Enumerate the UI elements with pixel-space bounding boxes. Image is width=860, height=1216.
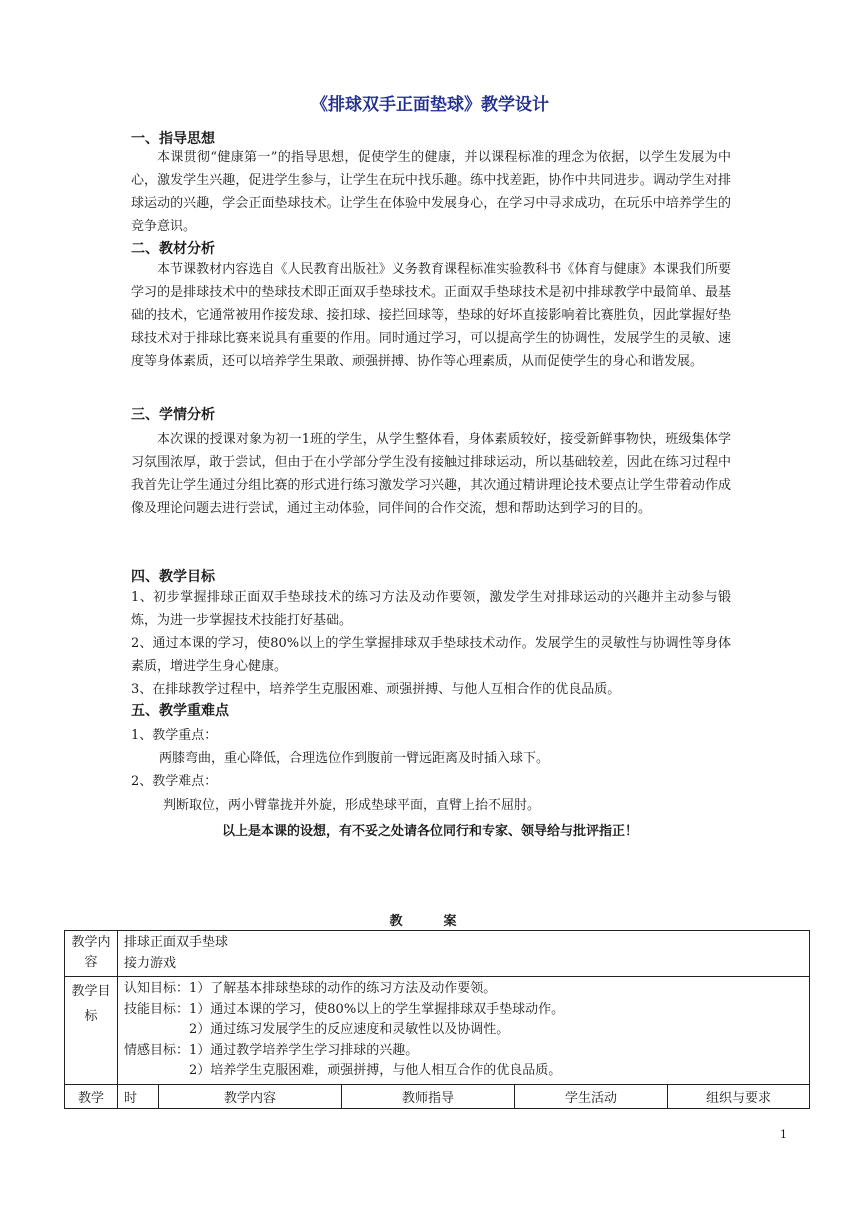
- lesson-plan-content-row: [65, 931, 810, 977]
- keypoint-focus-text: 两膝弯曲，重心降低，合理选位作到腹前一臂远距离及时插入球下。: [159, 751, 550, 766]
- section-body-student-analysis: 本次课的授课对象为初一1班的学生，从学生整体看，身体素质较好，接受新鲜事物快，班级集体学习氛围浓厚，敢于尝试，但由于在小学部分学生没有接触过排球运动，所以基础较差，因此在练习过程中我首先让学生通过分组比赛的形式进行练习激发学习兴趣，其次通过精讲理论技术要点让学生带着动作成像及理论问题去进行尝试，通过主动体验，同伴间的合作交流，想和帮助达到学习的目的。: [131, 432, 731, 516]
- section-body-material-analysis: 本节课教材内容选自《人民教育出版社》义务教育课程标准实验教科书《体育与健康》本课我们所要学习的是排球技术中的垫球技术即正面双手垫球技术。正面双手垫球技术是初中排球教学中最简单、最基础的技术，它通常被用作接发球、接扣球、接拦回球等，垫球的好坏直接影响着比赛胜负，因此掌握好垫球技术对于排球比赛来说具有重要的作用。同时通过学习，可以提高学生的协调性，发展学生的灵敏、速度等身体素质，还可以培养学生果敢、顽强拼搏、协作等心理素质，从而促使学生的身心和谐发展。: [131, 262, 731, 369]
- section-heading-guiding-idea: 一、指导思想: [131, 131, 215, 147]
- content-cell: [118, 931, 810, 977]
- header-cell-teacher-guidance: 教师指导: [342, 1084, 515, 1108]
- document-title: 《排球双手正面垫球》教学设计: [311, 95, 549, 115]
- header-cell-content: 教学内容: [159, 1084, 342, 1108]
- lesson-plan-header-row: [65, 1084, 810, 1108]
- section-heading-objectives: 四、教学目标: [131, 569, 215, 585]
- content-label-cell: [65, 931, 118, 977]
- lesson-plan-goal-row: [65, 977, 810, 1085]
- header-cell-teaching: 教学: [65, 1084, 118, 1108]
- section-heading-student-analysis: 三、学情分析: [131, 407, 215, 423]
- keypoint-difficulty-text: 判断取位，两小臂靠拢并外旋，形成垫球平面，直臂上抬不屈肘。: [163, 798, 541, 813]
- objective-item-3: 3、在排球教学过程中，培养学生克服困难、顽强拼搏、与他人互相合作的优良品质。: [131, 682, 621, 697]
- lesson-plan-table: [64, 930, 810, 1109]
- closing-remark: 以上是本课的设想，有不妥之处请各位同行和专家、领导给与批评指正！: [221, 824, 638, 839]
- content-label: 教学内容: [71, 935, 111, 970]
- content-line-2: 接力游戏: [124, 955, 177, 971]
- goal-line-4: 情感目标：1）通过教学培养学生学习排球的兴趣。: [124, 1042, 419, 1058]
- goal-line-1: 认知目标：1）了解基本排球垫球的动作的练习方法及动作要领。: [124, 981, 497, 996]
- goal-line-2: 技能目标：1）通过本课的学习，使80%以上的学生掌握排球双手垫球动作。: [124, 1001, 565, 1017]
- lesson-plan-title: 教 案: [389, 914, 471, 929]
- goal-label-cell: [65, 977, 118, 1085]
- goal-label: 教学目标: [71, 984, 111, 1024]
- section-heading-material-analysis: 二、教材分析: [131, 241, 215, 257]
- keypoint-focus-label: 1、教学重点：: [131, 728, 218, 743]
- content-line-1: 排球正面双手垫球: [124, 935, 229, 950]
- objective-item-1: 1、初步掌握排球正面双手垫球技术的练习方法及动作要领，激发学生对排球运动的兴趣并主动参与锻炼，为进一步掌握技术技能打好基础。: [131, 590, 731, 628]
- objective-item-2: 2、通过本课的学习，使80%以上的学生掌握排球双手垫球技术动作。发展学生的灵敏性与协调性等身体素质，增进学生身心健康。: [131, 636, 731, 674]
- page-number: 1: [780, 1128, 787, 1141]
- keypoint-difficulty-label: 2、教学难点：: [131, 774, 218, 789]
- section-body-guiding-idea: 本课贯彻“健康第一”的指导思想，促使学生的健康，并以课程标准的理念为依据，以学生发展为中心，激发学生兴趣，促进学生参与，让学生在玩中找乐趣。练中找差距，协作中共同进步。调动学生对排球运动的兴趣，学会正面垫球技术。让学生在体验中发展身心，在学习中寻求成功，在玩乐中培养学生的竞争意识。: [131, 150, 731, 234]
- goal-cell: [118, 977, 810, 1085]
- header-cell-student-activity: 学生活动: [515, 1084, 668, 1108]
- header-cell-time: 时: [118, 1084, 159, 1108]
- header-cell-organization: 组织与要求: [668, 1084, 810, 1108]
- goal-line-5: 2）培养学生克服困难，顽强拼搏，与他人相互合作的优良品质。: [124, 1063, 562, 1078]
- section-heading-keypoints: 五、教学重难点: [131, 703, 229, 719]
- goal-line-3: 2）通过练习发展学生的反应速度和灵敏性以及协调性。: [124, 1022, 510, 1037]
